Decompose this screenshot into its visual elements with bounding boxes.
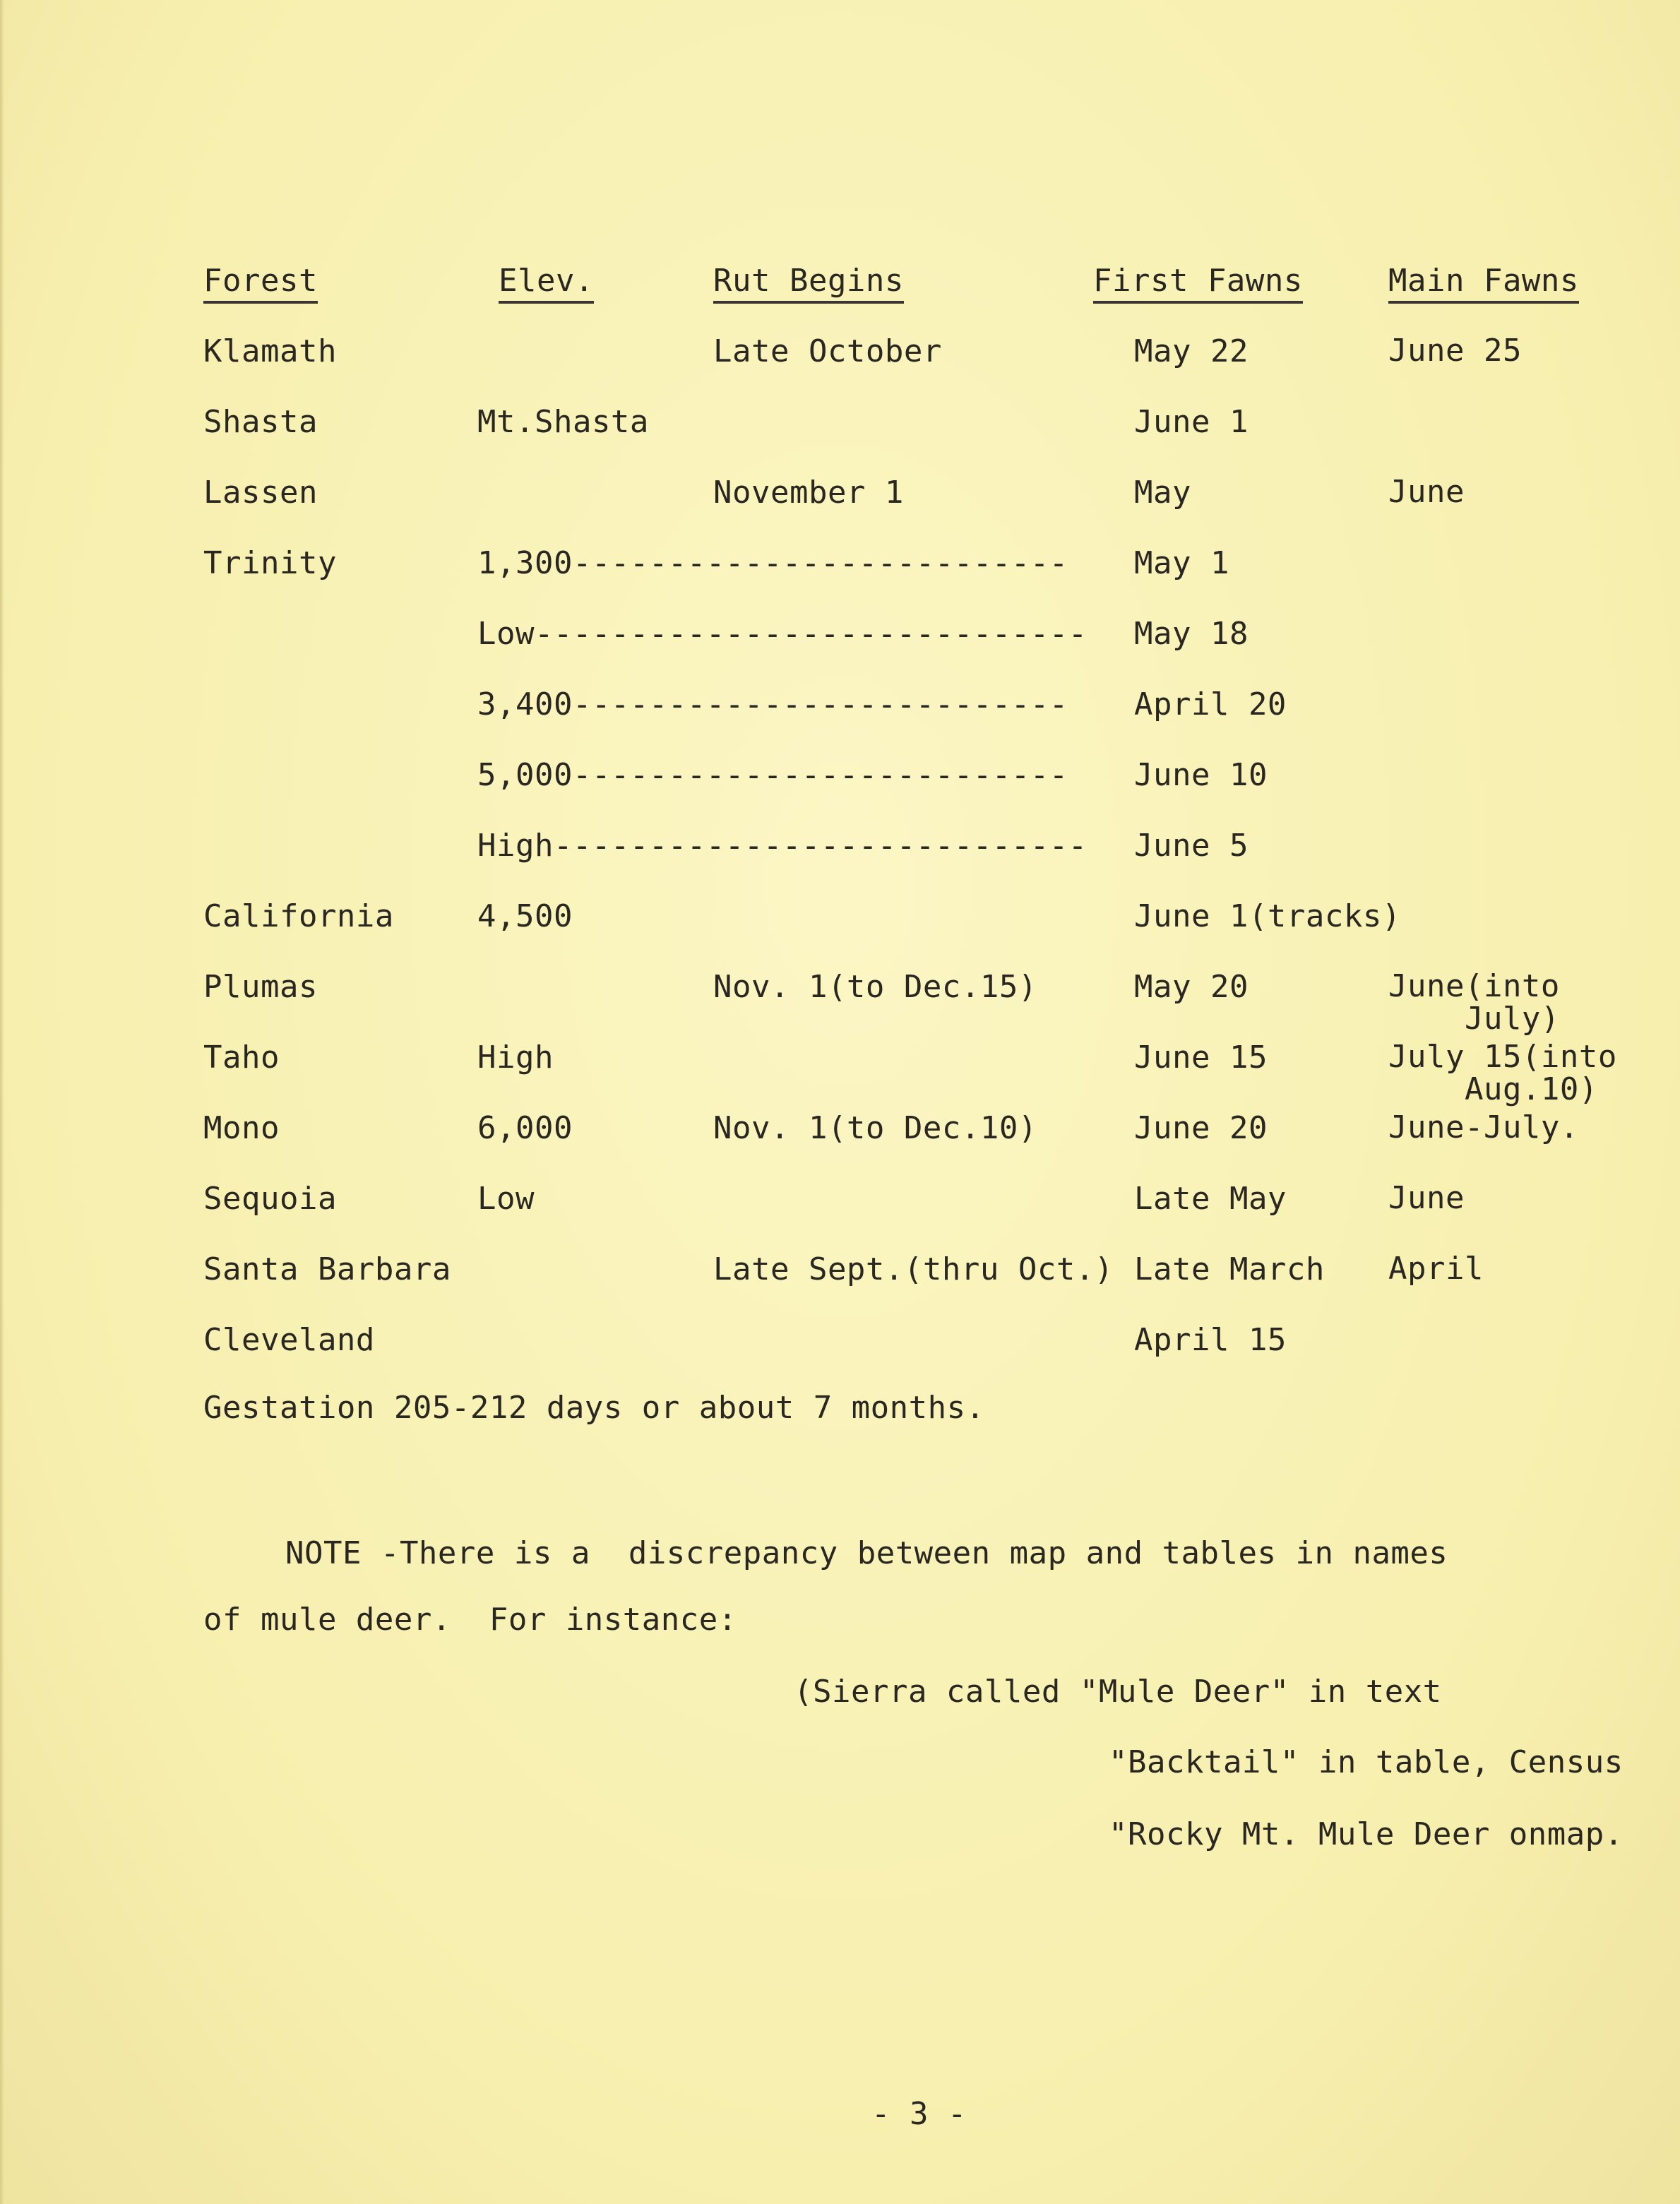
cell-elev: 1,300-------------------------- (477, 545, 1068, 581)
note-line-3: (Sierra called "Mule Deer" in text (794, 1674, 1442, 1710)
cell-main: June-July. (1388, 1109, 1579, 1145)
note-line-1: NOTE -There is a discrepancy between map and tables in names (285, 1535, 1448, 1571)
cell-elev: High (477, 1040, 554, 1076)
cell-first: June 1 (1134, 404, 1249, 440)
cell-forest: Mono (203, 1110, 280, 1146)
cell-main: July 15(into Aug.10) (1388, 1039, 1617, 1107)
cell-rut: November 1 (713, 475, 904, 511)
note-line-4: "Backtail" in table, Census (1109, 1744, 1624, 1780)
cell-elev: Mt.Shasta (477, 404, 649, 440)
cell-forest: Lassen (203, 475, 318, 511)
paper-edge (0, 0, 4, 2204)
cell-forest: Klamath (203, 333, 337, 369)
note-line-5: "Rocky Mt. Mule Deer onmap. (1109, 1816, 1624, 1852)
cell-main: April (1388, 1251, 1484, 1287)
cell-main: June (1388, 1180, 1465, 1216)
cell-first: April 20 (1134, 686, 1287, 722)
cell-forest: California (203, 898, 394, 934)
cell-forest: Taho (203, 1040, 280, 1076)
cell-first: April 15 (1134, 1322, 1287, 1358)
header-main-fawns: Main Fawns (1388, 264, 1579, 304)
header-first-fawns: First Fawns (1093, 264, 1303, 304)
header-forest: Forest (203, 264, 318, 304)
cell-first: May (1134, 475, 1191, 511)
cell-elev: 5,000-------------------------- (477, 757, 1068, 793)
header-rut-begins: Rut Begins (713, 264, 904, 304)
cell-rut: Late October (713, 333, 942, 369)
cell-rut: Late Sept.(thru Oct.) (713, 1251, 1114, 1287)
cell-forest: Cleveland (203, 1322, 375, 1358)
gestation-note: Gestation 205-212 days or about 7 months. (203, 1390, 985, 1426)
cell-first: June 15 (1134, 1040, 1268, 1076)
cell-rut: Nov. 1(to Dec.10) (713, 1110, 1037, 1146)
cell-elev: 4,500 (477, 898, 573, 934)
cell-main: June 25 (1388, 333, 1522, 369)
cell-first: May 20 (1134, 969, 1249, 1005)
cell-first: June 20 (1134, 1110, 1268, 1146)
cell-first: June 1(tracks) (1134, 898, 1401, 934)
cell-elev: Low----------------------------- (477, 616, 1088, 652)
cell-forest: Trinity (203, 545, 337, 581)
cell-first: Late March (1134, 1251, 1325, 1287)
cell-first: May 18 (1134, 616, 1249, 652)
cell-forest: Plumas (203, 969, 318, 1005)
cell-rut: Nov. 1(to Dec.15) (713, 969, 1037, 1005)
cell-first: June 10 (1134, 757, 1268, 793)
cell-main: June (1388, 474, 1465, 510)
cell-first: Late May (1134, 1181, 1287, 1217)
cell-elev: Low (477, 1181, 535, 1217)
header-elev: Elev. (499, 264, 594, 304)
cell-first: May 22 (1134, 333, 1249, 369)
cell-elev: 6,000 (477, 1110, 573, 1146)
cell-first: June 5 (1134, 828, 1249, 864)
cell-elev: High---------------------------- (477, 828, 1088, 864)
page-number: - 3 - (871, 2096, 967, 2132)
cell-forest: Sequoia (203, 1181, 337, 1217)
cell-main: June(into July) (1388, 968, 1560, 1037)
note-line-2: of mule deer. For instance: (203, 1602, 737, 1638)
cell-first: May 1 (1134, 545, 1229, 581)
cell-elev: 3,400-------------------------- (477, 686, 1068, 722)
cell-forest: Santa Barbara (203, 1251, 451, 1287)
cell-forest: Shasta (203, 404, 318, 440)
